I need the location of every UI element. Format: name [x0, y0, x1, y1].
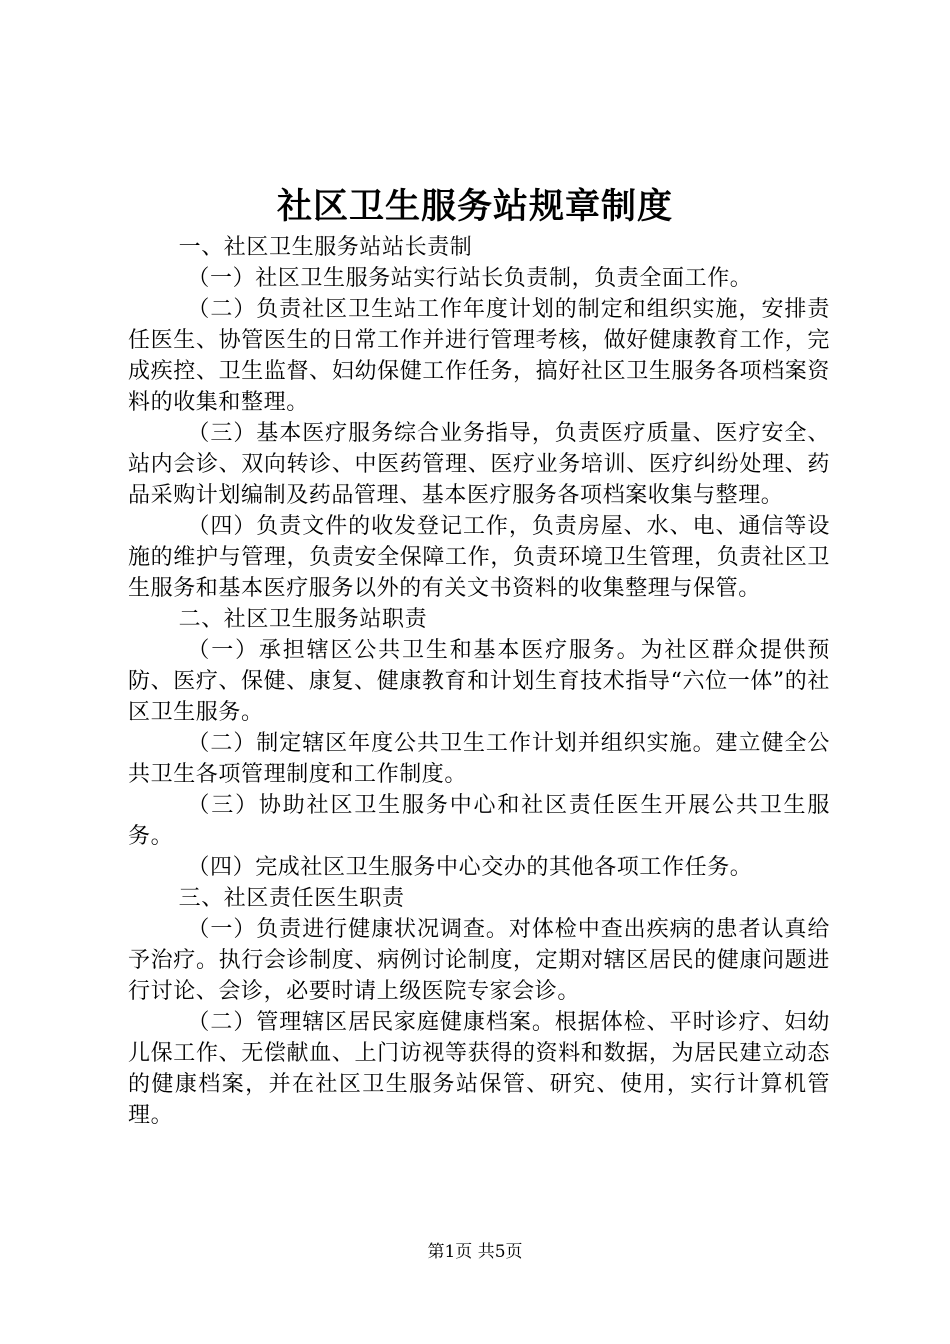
section-heading-1: 一、社区卫生服务站站长责制 — [178, 235, 473, 260]
paragraph: （二）负责社区卫生站工作年度计划的制定和组织实施，安排责任医生、协管医生的日常工作并进行管理考核，做好健康教育工作，完成疾控、卫生监督、妇幼保健工作任务，搞好社区卫生服务各项档案资料的收集和整理。 — [128, 297, 830, 415]
paragraph: （四）完成社区卫生服务中心交办的其他各项工作任务。 — [187, 855, 753, 880]
paragraph: （一）社区卫生服务站实行站长负责制，负责全面工作。 — [187, 266, 753, 291]
section-heading-2: 二、社区卫生服务站职责 — [178, 607, 428, 632]
paragraph: （三）协助社区卫生服务中心和社区责任医生开展公共卫生服务。 — [128, 793, 830, 849]
paragraph: （二）制定辖区年度公共卫生工作计划并组织实施。建立健全公共卫生各项管理制度和工作制度。 — [128, 731, 830, 787]
document-title: 社区卫生服务站规章制度 — [276, 186, 673, 227]
paragraph: （一）承担辖区公共卫生和基本医疗服务。为社区群众提供预防、医疗、保健、康复、健康教育和计划生育技术指导“六位一体”的社区卫生服务。 — [128, 638, 830, 725]
page-number: 第1页 共5页 — [427, 1242, 523, 1262]
paragraph: （一）负责进行健康状况调查。对体检中查出疾病的患者认真给予治疗。执行会诊制度、病例讨论制度，定期对辖区居民的健康问题进行讨论、会诊，必要时请上级医院专家会诊。 — [128, 917, 830, 1004]
section-heading-3: 三、社区责任医生职责 — [178, 886, 405, 911]
document-body — [128, 232, 830, 1131]
paragraph: （二）管理辖区居民家庭健康档案。根据体检、平时诊疗、妇幼儿保工作、无偿献血、上门访视等获得的资料和数据，为居民建立动态的健康档案，并在社区卫生服务站保管、研究、使用，实行计算机管理。 — [128, 1010, 830, 1128]
paragraph: （三）基本医疗服务综合业务指导，负责医疗质量、医疗安全、站内会诊、双向转诊、中医药管理、医疗业务培训、医疗纠纷处理、药品采购计划编制及药品管理、基本医疗服务各项档案收集与整理。 — [128, 421, 830, 508]
paragraph: （四）负责文件的收发登记工作，负责房屋、水、电、通信等设施的维护与管理，负责安全保障工作，负责环境卫生管理，负责社区卫生服务和基本医疗服务以外的有关文书资料的收集整理与保管。 — [128, 514, 830, 601]
